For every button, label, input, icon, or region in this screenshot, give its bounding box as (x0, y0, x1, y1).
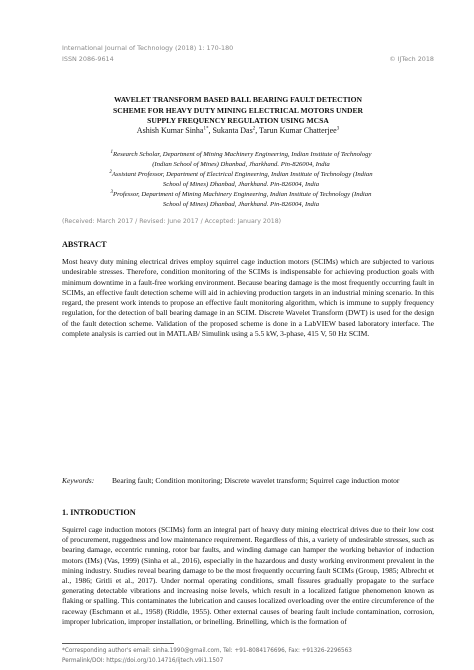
issn: ISSN 2086-9614 (62, 55, 114, 63)
affiliation (66, 188, 416, 209)
author-marker: 3 (336, 126, 340, 132)
abstract-heading: ABSTRACT (62, 240, 107, 249)
abstract-text: Most heavy duty mining electrical drives employ squirrel cage induction motors (SCIMs) which are subjected to various undesirable stresses. Therefore, condition monitoring of the SCIMs is indispensable for achieving production goals with minimum downtime in a fault-free working environment. Because bearing damage is the most frequently occurring fault in SCIMs, an effective fault detection scheme will aid in achieving production targets in an industrial mining scenario. In this regard, the present work intends to propose an effective fault monitoring algorithm, which is immune to supply frequency regulation, for the detection of ball bearing damage in an SCIM. Discrete Wavelet Transform (DWT) is used for the design of the fault detection scheme. Validation of the proposed scheme is done in a LabVIEW based laboratory interface. The complete analysis is carried out in MATLAB/ Simulink using a 5.5 kW, 3-phase, 415 V, 50 Hz SCIM. (62, 257, 434, 338)
affiliation-marker: 1 (110, 150, 114, 155)
affiliation-line: Research Scholar, Department of Mining Machinery Engineering, Indian Institute of Technology (113, 151, 372, 159)
keywords-label: Keywords: (62, 476, 95, 485)
introduction-text: Squirrel cage induction motors (SCIMs) form an integral part of heavy duty mining electrical drives due to their low cost of procurement, ruggedness and low maintenance requirement. Regardless of this, a variety of undesirable stresses, such as bearing damage, eccentric running, rotor bar faults, and winding damage can hamper the working behavior of induction motors (IMs) (Vas, 1999) (Sinha et al., 2016), especially in the hazardous and dusty working environment prevalent in the mining industry. Studies reveal bearing damage to be the most frequently occurring fault SCIMs (Group, 1985; Albrecht et al., 1986; Gritli et al., 2017). Under normal operating conditions, small fissures gradually propagate to the surface generating detectable vibrations and increasing noise levels, which result in a localized fatigue phenomenon known as flaking or spalling. This contaminates the lubrication and causes localized overloading over the entire circumference of the raceway (Eschmann et al., 1958) (Riddle, 1955). Other external causes of bearing fault include contamination, corrosion, improper lubrication, improper installation, or brinelling. Brinelling, which is the formation of (62, 525, 434, 626)
affiliation-marker: 3 (110, 190, 114, 195)
paper-title (58, 95, 418, 127)
journal-citation: International Journal of Technology (2018) 1: 170-180 (62, 44, 234, 52)
author-name: Ashish Kumar Sinha (136, 126, 204, 135)
author-marker: 2 (252, 126, 256, 132)
affiliation-line: (Indian School of Mines) Dhanbad, Jharkhand. Pin-826004, India (152, 160, 330, 168)
title-line: SCHEME FOR HEAVY DUTY MINING ELECTRICAL MOTORS UNDER (113, 105, 363, 115)
affiliation-line: School of Mines) Dhanbad, Jharkhand. Pin-826004, India (162, 180, 320, 188)
author-list: Ashish Kumar Sinha$^{1*}$, Sukanta Das$^2$, Tarun Kumar Chatterjee$^3$ (136, 126, 340, 135)
affiliation-marker: 2 (109, 170, 112, 175)
title-line: SUPPLY FREQUENCY REGULATION USING MCSA (147, 116, 329, 126)
affiliation-line: Assistant Professor, Department of Electrical Engineering, Indian Institute of Technology (Indian (111, 171, 373, 179)
affiliation-line: Professor, Department of Mining Machinery Engineering, Indian Institute of Technology (Indian (113, 191, 372, 199)
author-name: Sukanta Das (212, 126, 253, 135)
received-dates: (Received: March 2017 / Revised: June 2017 / Accepted: January 2018) (62, 218, 282, 225)
affiliation (66, 168, 416, 189)
affiliation-line: School of Mines) Dhanbad, Jharkhand. Pin-826004, India (162, 200, 320, 208)
title-line: WAVELET TRANSFORM BASED BALL BEARING FAULT DETECTION (114, 95, 362, 104)
author-marker: 1* (203, 126, 209, 132)
keywords-text: Bearing fault; Condition monitoring; Discrete wavelet transform; Squirrel cage induction motor (112, 476, 400, 485)
author-name: Tarun Kumar Chatterjee (259, 126, 337, 135)
introduction-heading: 1. INTRODUCTION (62, 508, 136, 517)
corresponding-author: *Corresponding author's email: sinha.1990@gmail.com, Tel: +91-8084176696, Fax: +91326-2296563 (62, 648, 352, 654)
footnote-divider (62, 643, 174, 644)
affiliation (66, 148, 416, 169)
copyright: © IJTech 2018 (389, 55, 434, 63)
doi-permalink: Permalink/DOI: https://doi.org/10.14716/ijtech.v9i1.1507 (62, 658, 224, 664)
